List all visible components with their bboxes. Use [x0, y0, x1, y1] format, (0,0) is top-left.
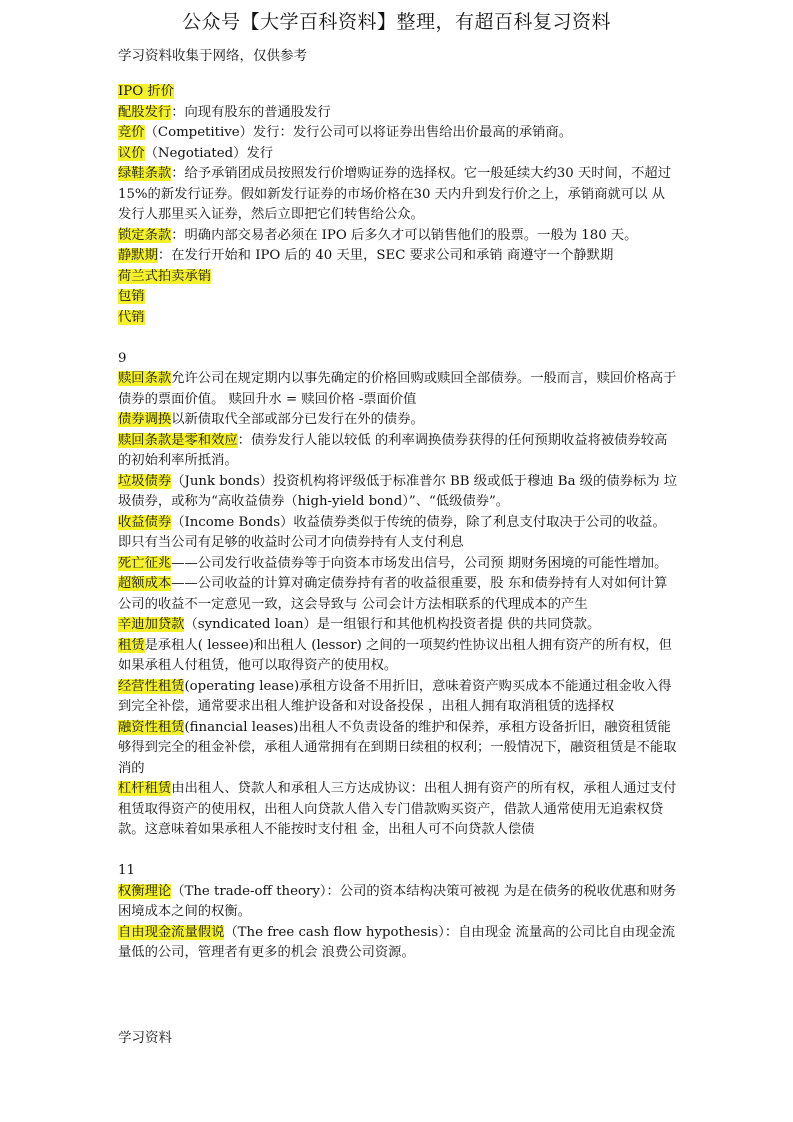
highlighted-term: 租赁 — [118, 637, 145, 653]
entry-definition: （The free cash flow hypothesis）：自由现金 流量高的公司比自由现金流量低的公司，管理者有更多的机会 浪费公司资源。 — [118, 924, 676, 960]
highlighted-term: 锁定条款 — [118, 227, 172, 243]
highlighted-term: IPO 折价 — [118, 84, 174, 99]
glossary-entry — [118, 779, 678, 841]
entry-definition: （Negotiated）发行 — [144, 145, 274, 161]
glossary-entry — [118, 677, 678, 718]
glossary-entry — [118, 615, 678, 636]
highlighted-term: 绿鞋条款 — [118, 166, 172, 181]
entry-definition: ：在发行开始和 IPO 后的 40 天里，SEC 要求公司和承销 商遵守一个静默期 — [157, 248, 614, 263]
glossary-entry — [118, 287, 678, 308]
highlighted-term: 收益债券 — [118, 514, 172, 530]
section-number-9: 9 — [118, 350, 127, 366]
highlighted-term: 赎回条款 — [118, 371, 172, 386]
highlighted-term: 经营性租赁 — [118, 678, 185, 694]
highlighted-term: 配股发行 — [118, 104, 172, 120]
glossary-entry — [118, 554, 678, 575]
highlighted-term: 债券调换 — [118, 412, 172, 427]
highlighted-term: 赎回条款是零和效应 — [118, 432, 238, 448]
glossary-entry — [118, 410, 678, 431]
highlighted-term: 杠杆租赁 — [118, 781, 172, 796]
glossary-entry — [118, 82, 678, 103]
glossary-entry — [118, 513, 678, 554]
glossary-entry — [118, 718, 678, 780]
glossary-entry — [118, 369, 678, 410]
glossary-entry — [118, 226, 678, 247]
glossary-entry — [118, 164, 678, 226]
highlighted-term: 自由现金流量假说 — [118, 924, 225, 940]
entry-definition: 由出租人、贷款人和承租人三方达成协议：出租人拥有资产的所有权，承租人通过支付租赁取得资产的使用权，出租人向贷款人借入专门借款购买资产，借款人通常使用无追索权贷款。这意味着如果承租人不能按时支付租 金，出租人可不向贷款人偿债 — [118, 781, 677, 837]
entry-definition: ：债券发行人能以较低 的利率调换债券获得的任何预期收益将被债券较高的初始利率所抵消。 — [118, 432, 668, 468]
entry-definition: （The trade-off theory）：公司的资本结构决策可被视 为是在债务的税收优惠和财务困境成本之间的权衡。 — [118, 883, 677, 919]
glossary-entry — [118, 246, 678, 267]
highlighted-term: 辛迪加贷款 — [118, 617, 185, 632]
section-bonds-leasing — [118, 369, 678, 841]
highlighted-term: 荷兰式拍卖承销 — [118, 268, 212, 284]
highlighted-term: 权衡理论 — [118, 883, 172, 899]
entry-definition: 以新债取代全部或部分已发行在外的债券。 — [171, 412, 424, 427]
glossary-entry — [118, 431, 678, 472]
highlighted-term: 垃圾债券 — [118, 473, 172, 489]
glossary-entry — [118, 144, 678, 165]
highlighted-term: 死亡征兆 — [118, 555, 172, 571]
entry-definition: ——公司发行收益债券等于向资本市场发出信号，公司预 期财务困境的可能性增加。 — [171, 555, 668, 571]
section-capital-structure — [118, 882, 678, 964]
section-number-11: 11 — [118, 863, 135, 878]
glossary-entry — [118, 923, 678, 964]
entry-definition: ：明确内部交易者必须在 IPO 后多久才可以销售他们的股票。一般为 180 天。 — [171, 227, 638, 243]
entry-definition: (operating lease)承租方设备不用折旧，意味着资产购买成本不能通过租金收入得到完全补偿，通常要求出租人维护设备和对设备投保 ，出租人拥有取消租赁的选择权 — [118, 678, 672, 714]
document-body — [118, 82, 678, 964]
highlighted-term: 包销 — [118, 289, 145, 304]
page-footer: 学习资料 — [118, 1030, 172, 1046]
section-ipo — [118, 82, 678, 328]
glossary-entry — [118, 636, 678, 677]
entry-definition: 允许公司在规定期内以事先确定的价格回购或赎回全部债券。一般而言，赎回价格高于债券的票面价值。 赎回升水 = 赎回价格 -票面价值 — [118, 371, 677, 407]
highlighted-term: 静默期 — [118, 248, 158, 263]
entry-definition: （syndicated loan）是一组银行和其他机构投资者提 供的共同贷款。 — [184, 617, 601, 632]
glossary-entry — [118, 123, 678, 144]
page-header: 公众号【大学百科资料】整理，有超百科复习资料 — [181, 11, 611, 33]
glossary-entry — [118, 308, 678, 329]
entry-definition: ——公司收益的计算对确定债券持有者的收益很重要，股 东和债券持有人对如何计算公司的收益不一定意见一致，这会导致与 公司会计方法相联系的代理成本的产生 — [118, 576, 668, 612]
page-subheader: 学习资料收集于网络，仅供参考 — [118, 48, 307, 64]
entry-definition: (financial leases)出租人不负责设备的维护和保养，承租方设备折旧，融资租赁能够得到完全的租金补偿，承租人通常拥有在到期日续租的权利；一般情况下，融资租赁是不能取消的 — [118, 719, 677, 776]
entry-definition: ：向现有股东的普通股发行 — [171, 104, 331, 120]
highlighted-term: 议价 — [118, 145, 145, 161]
entry-definition: （Competitive）发行：发行公司可以将证券出售给出价最高的承销商。 — [144, 125, 573, 140]
highlighted-term: 融资性租赁 — [118, 719, 185, 735]
glossary-entry — [118, 574, 678, 615]
glossary-entry — [118, 472, 678, 513]
entry-definition: ：给予承销团成员按照发行价增购证券的选择权。它一般延续大约30 天时间，不超过 15%的新发行证券。假如新发行证券的市场价格在30 天内升到发行价之上，承销商就可以 从发行人那里买入证券，然后立即把它们转售给公众。 — [118, 166, 672, 222]
glossary-entry — [118, 267, 678, 288]
highlighted-term: 超额成本 — [118, 576, 172, 591]
glossary-entry — [118, 882, 678, 923]
entry-definition: 是承租人( lessee)和出租人 (lessor) 之间的一项契约性协议出租人拥有资产的所有权，但如果承租人付租赁，他可以取得资产的使用权。 — [118, 637, 672, 673]
entry-definition: （Junk bonds）投资机构将评级低于标准普尔 BB 级或低于穆迪 Ba 级的债券标为 垃圾债券，或称为“高收益债券（high-yield bond）”、“低级债券”。 — [118, 473, 678, 509]
glossary-entry — [118, 103, 678, 124]
highlighted-term: 竞价 — [118, 125, 145, 140]
entry-definition: （Income Bonds）收益债券类似于传统的债券，除了利息支付取决于公司的收益。即只有当公司有足够的收益时公司才向债券持有人支付利息 — [118, 514, 666, 550]
highlighted-term: 代销 — [118, 309, 145, 325]
